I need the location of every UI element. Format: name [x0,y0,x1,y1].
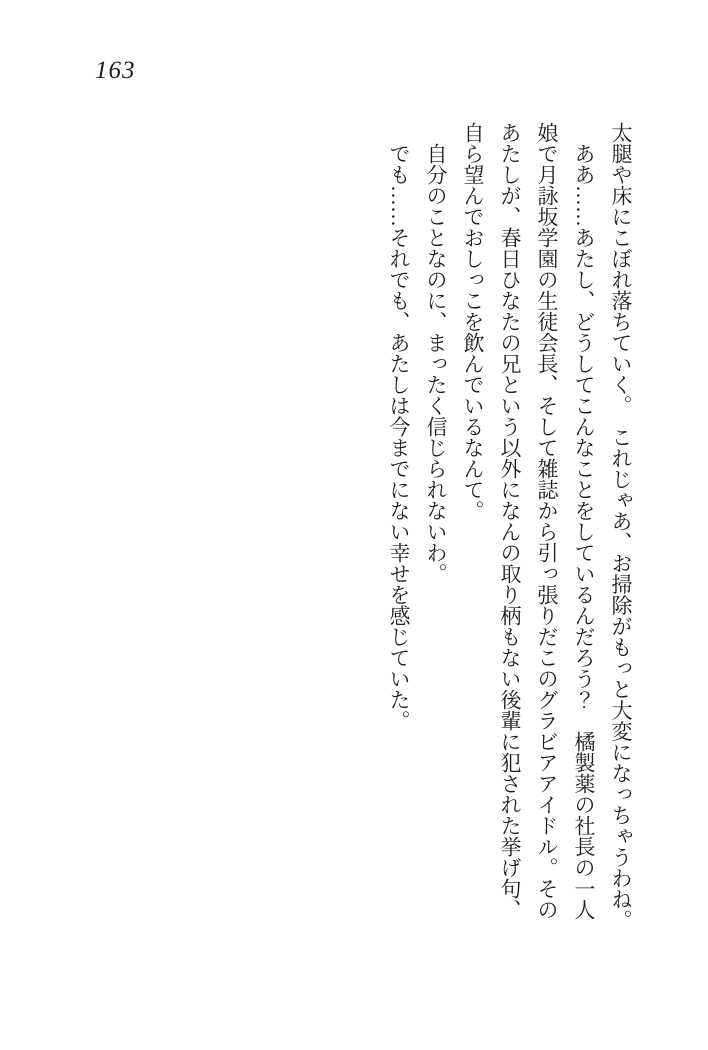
text-line: ああ……あたし、どうしてこんなことをしているんだろう？ 橘製薬の社長の一人 [572,122,596,920]
page-number: 163 [95,57,136,84]
text-line: 娘で月詠坂学園の生徒会長、そして雑誌から引っ張りだこのグラビアアイドル。その [535,122,559,920]
text-line: 自分のことなのに、まったく信じられないわ。 [424,122,448,584]
text-line: 太腿や床にこぼれ落ちていく。 これじゃあ、お掃除がもっと大変になっちゃうわね。 [609,122,633,931]
text-line: あたしが、春日ひなたの兄という以外になんの取り柄もない後輩に犯された挙げ句、 [498,122,522,920]
body-text [380,122,639,952]
text-line: 自ら望んでおしっこを飲んでいるなんて。 [461,122,485,521]
text-line: でも……それでも、あたしは今までにない幸せを感じていた。 [387,122,411,731]
